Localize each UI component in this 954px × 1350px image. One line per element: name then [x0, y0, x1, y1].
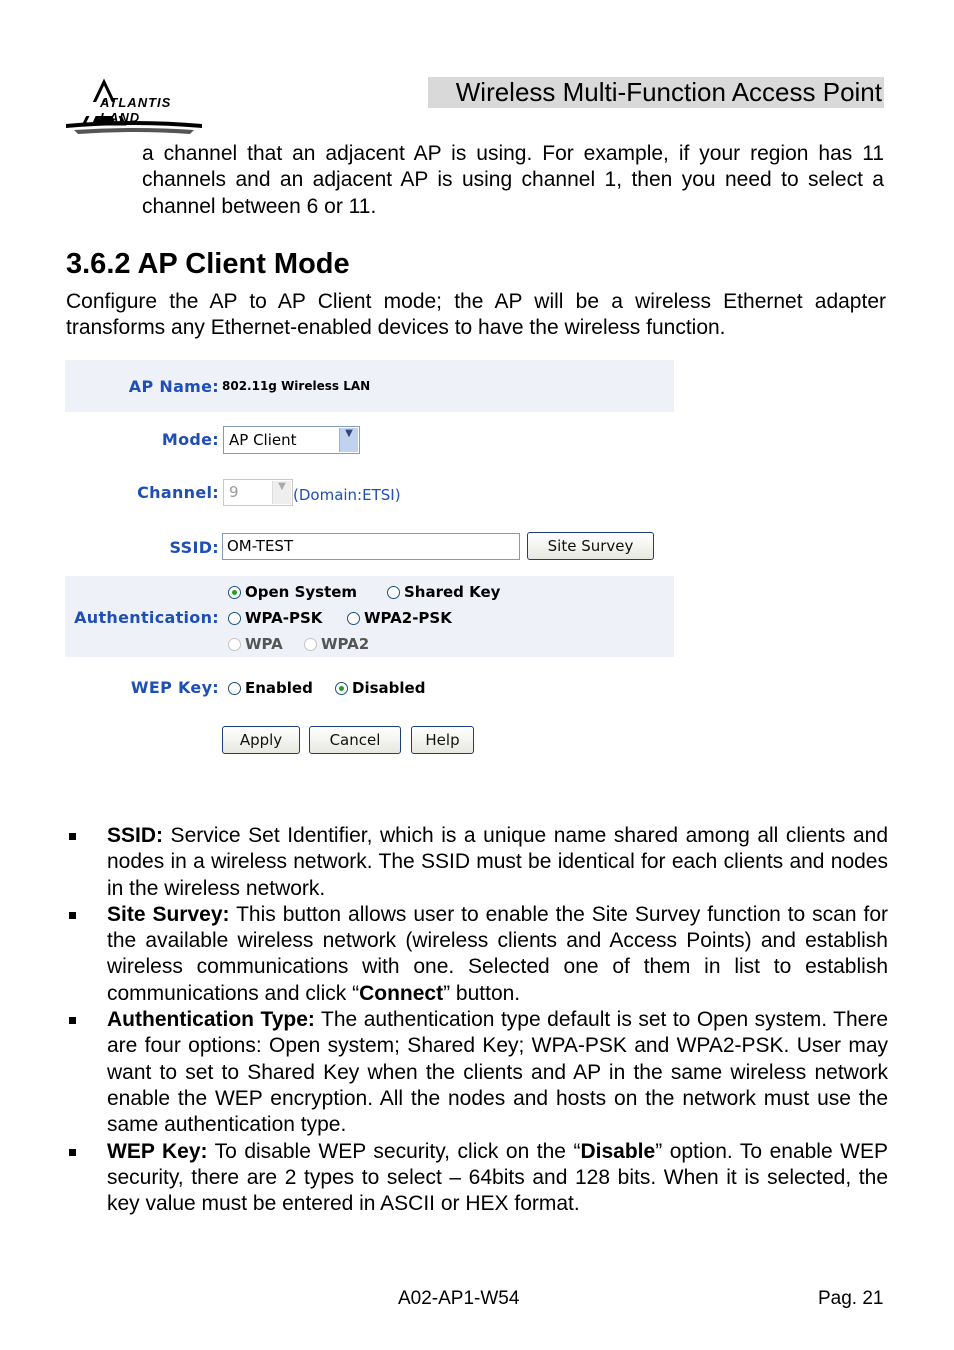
- auth-shared-key-radio[interactable]: Shared Key: [387, 583, 500, 601]
- list-item: Authentication Type: The authentication type default is set to Open system. There are four options: Open system; Shared Key; WPA-PSK and WPA2-PSK. User may want to set to Shared Key when the clients and AP in the same wireless network enable the WEP encryption. All the nodes and hosts on the network must use the same authentication type.: [66, 1007, 888, 1138]
- auth-open-system-radio[interactable]: Open System: [228, 583, 357, 601]
- radio-icon: [228, 682, 241, 695]
- radio-selected-icon: [335, 682, 348, 695]
- footer-page-number: Pag. 21: [818, 1288, 884, 1309]
- channel-domain: (Domain:ETSI): [293, 486, 401, 504]
- list-item: SSID: Service Set Identifier, which is a unique name shared among all clients and nodes in a wireless network. The SSID must be identical for each clients and nodes in the wireless network.: [66, 823, 888, 902]
- ap-name-label: AP Name:: [128, 377, 219, 396]
- ssid-input[interactable]: OM-TEST: [222, 533, 520, 560]
- site-survey-button[interactable]: Site Survey: [527, 532, 654, 560]
- radio-disabled-icon: [304, 638, 317, 651]
- chevron-down-icon: ▼: [272, 481, 291, 504]
- wep-key-label: WEP Key:: [130, 678, 219, 697]
- authentication-label: Authentication:: [74, 608, 219, 627]
- radio-icon: [347, 612, 360, 625]
- section-title: 3.6.2 AP Client Mode: [66, 248, 350, 280]
- mode-label: Mode:: [161, 430, 219, 449]
- auth-wpa-radio: WPA: [228, 635, 283, 653]
- channel-select: 9 ▼: [223, 479, 293, 506]
- help-button[interactable]: Help: [411, 726, 474, 754]
- list-item: Site Survey: This button allows user to enable the Site Survey function to scan for the available wireless network (wireless clients and Access Points) and establish wireless communications with one. Selected one of them in list to establish communications and click “Connect” button.: [66, 902, 888, 1007]
- chevron-down-icon: ▼: [339, 428, 358, 452]
- list-item: WEP Key: To disable WEP security, click on the “Disable” option. To enable WEP security, there are 2 types to select – 64bits and 128 bits. When it is selected, the key value must be entered in ASCII or HEX format.: [66, 1139, 888, 1218]
- logo-text: ATLANTIS LAND: [100, 95, 172, 125]
- channel-label: Channel:: [137, 483, 219, 502]
- ap-client-config-panel: [65, 360, 674, 776]
- header-title: Wireless Multi-Function Access Point: [428, 77, 884, 108]
- radio-icon: [387, 586, 400, 599]
- ap-name-value: 802.11g Wireless LAN: [222, 379, 371, 393]
- radio-selected-icon: [228, 586, 241, 599]
- bullet-list: [66, 823, 888, 1217]
- auth-wpa-psk-radio[interactable]: WPA-PSK: [228, 609, 322, 627]
- bullet-square-icon: [69, 912, 76, 919]
- cancel-button[interactable]: Cancel: [309, 726, 401, 754]
- radio-icon: [228, 612, 241, 625]
- wep-disabled-radio[interactable]: Disabled: [335, 679, 425, 697]
- apply-button[interactable]: Apply: [222, 726, 300, 754]
- atlantis-logo: [64, 78, 204, 140]
- bullet-square-icon: [69, 833, 76, 840]
- radio-disabled-icon: [228, 638, 241, 651]
- bullet-square-icon: [69, 1149, 76, 1156]
- wep-enabled-radio[interactable]: Enabled: [228, 679, 313, 697]
- bullet-square-icon: [69, 1017, 76, 1024]
- ssid-label: SSID:: [169, 538, 219, 557]
- section-description: Configure the AP to AP Client mode; the AP will be a wireless Ethernet adapter transforms any Ethernet-enabled devices to have the wireless function.: [66, 290, 886, 340]
- footer-document-code: A02-AP1-W54: [398, 1288, 520, 1309]
- mode-select[interactable]: AP Client ▼: [223, 426, 360, 454]
- intro-paragraph: a channel that an adjacent AP is using. For example, if your region has 11 channels and an adjacent AP is using channel 1, then you need to select a channel between 6 or 11.: [142, 142, 884, 218]
- auth-wpa2-psk-radio[interactable]: WPA2-PSK: [347, 609, 452, 627]
- auth-wpa2-radio: WPA2: [304, 635, 369, 653]
